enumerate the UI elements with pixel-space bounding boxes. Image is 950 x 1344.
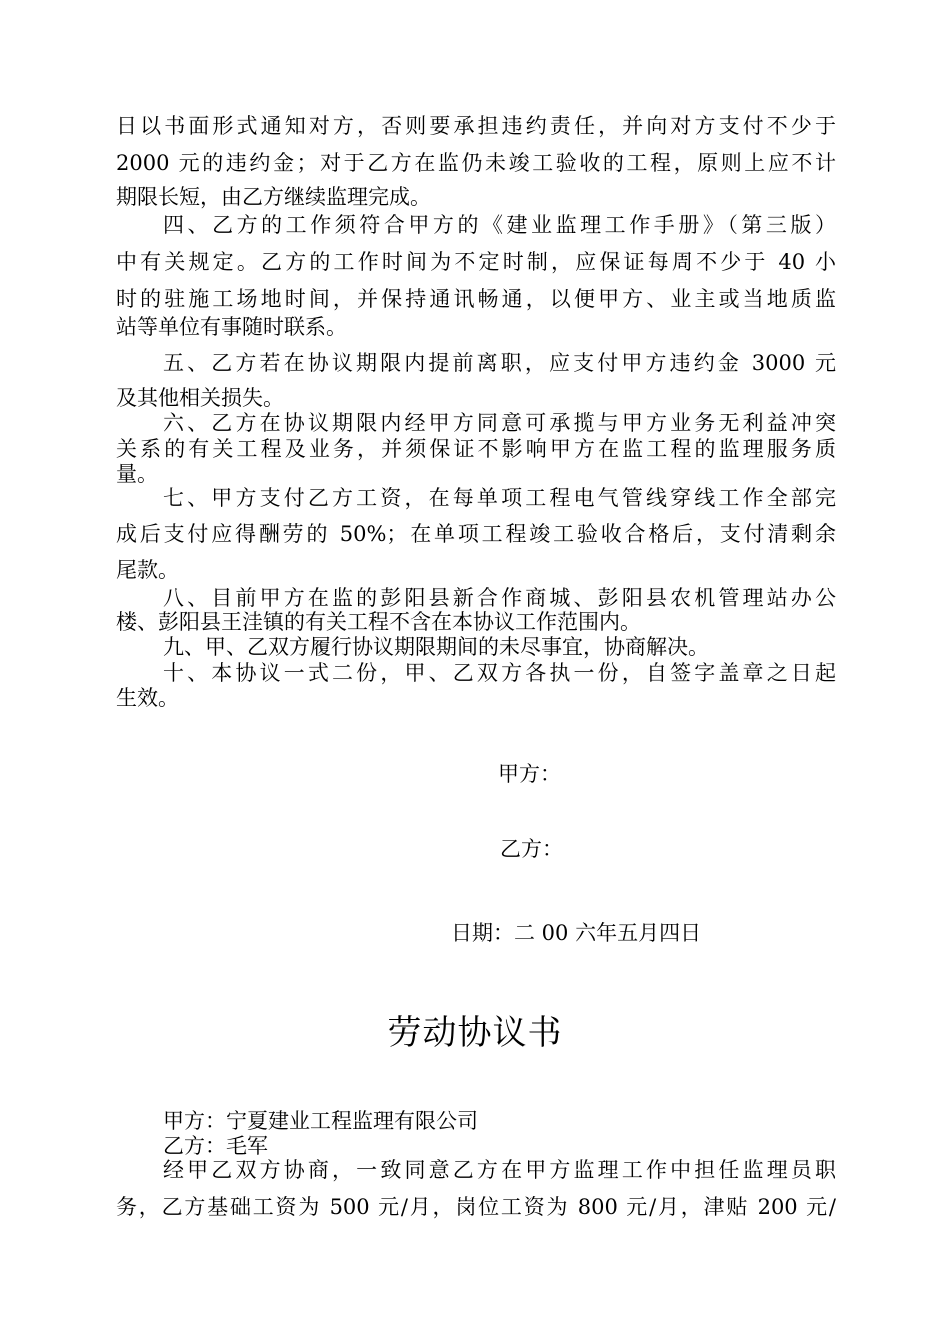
clause-4-line-1: 四、乙方的工作须符合甲方的《建业监理工作手册》（第三版）: [163, 213, 836, 237]
clause-10-line-2: 生效。: [116, 686, 179, 710]
clause-8-line-2: 楼、彭阳县王洼镇的有关工程不含在本协议工作范围内。: [116, 610, 641, 634]
clause-7-line-3: 尾款。: [116, 558, 179, 582]
clause-6-line-2: 关系的有关工程及业务，并须保证不影响甲方在监工程的监理服务质: [116, 437, 836, 461]
labor-intro-line-1: 经甲乙双方协商，一致同意乙方在甲方监理工作中担任监理员职: [163, 1158, 836, 1182]
clause-6-line-1: 六、乙方在协议期限内经甲方同意可承揽与甲方业务无利益冲突: [163, 411, 836, 435]
clause-5-line-2: 及其他相关损失。: [116, 386, 284, 410]
party-a-signature-label: 甲方：: [498, 762, 561, 786]
clause-4-line-2: 中有关规定。乙方的工作时间为不定时制，应保证每周不少于 40 小: [116, 250, 836, 274]
clause-7-line-2: 成后支付应得酬劳的 50%；在单项工程竣工验收合格后，支付清剩余: [116, 522, 836, 546]
continuation-line-3: 期限长短，由乙方继续监理完成。: [116, 185, 431, 209]
clause-7-line-1: 七、甲方支付乙方工资，在每单项工程电气管线穿线工作全部完: [163, 486, 836, 510]
doc-title: 劳动协议书: [387, 1013, 563, 1053]
clause-10-line-1: 十、本协议一式二份，甲、乙双方各执一份，自签字盖章之日起: [163, 661, 836, 685]
clause-9-line-1: 九、甲、乙双方履行协议期限期间的未尽事宜，协商解决。: [163, 635, 709, 659]
labor-party-b: 乙方：毛军: [163, 1134, 268, 1158]
labor-intro-line-2: 务，乙方基础工资为 500 元/月，岗位工资为 800 元/月，津贴 200 元/: [116, 1195, 836, 1219]
clause-5-line-1: 五、乙方若在协议期限内提前离职，应支付甲方违约金 3000 元: [163, 351, 836, 375]
clause-4-line-4: 站等单位有事随时联系。: [116, 315, 347, 339]
continuation-line-1: 日以书面形式通知对方，否则要承担违约责任，并向对方支付不少于: [116, 114, 836, 138]
clause-6-line-3: 量。: [116, 462, 158, 486]
signature-date: 日期：二 00 六年五月四日: [451, 921, 702, 945]
labor-party-a: 甲方：宁夏建业工程监理有限公司: [163, 1109, 478, 1133]
party-b-signature-label: 乙方：: [500, 837, 563, 861]
continuation-line-2: 2000 元的违约金；对于乙方在监仍未竣工验收的工程，原则上应不计: [116, 151, 836, 175]
clause-8-line-1: 八、目前甲方在监的彭阳县新合作商城、彭阳县农机管理站办公: [163, 586, 836, 610]
clause-4-line-3: 时的驻施工场地时间，并保持通讯畅通，以便甲方、业主或当地质监: [116, 287, 836, 311]
